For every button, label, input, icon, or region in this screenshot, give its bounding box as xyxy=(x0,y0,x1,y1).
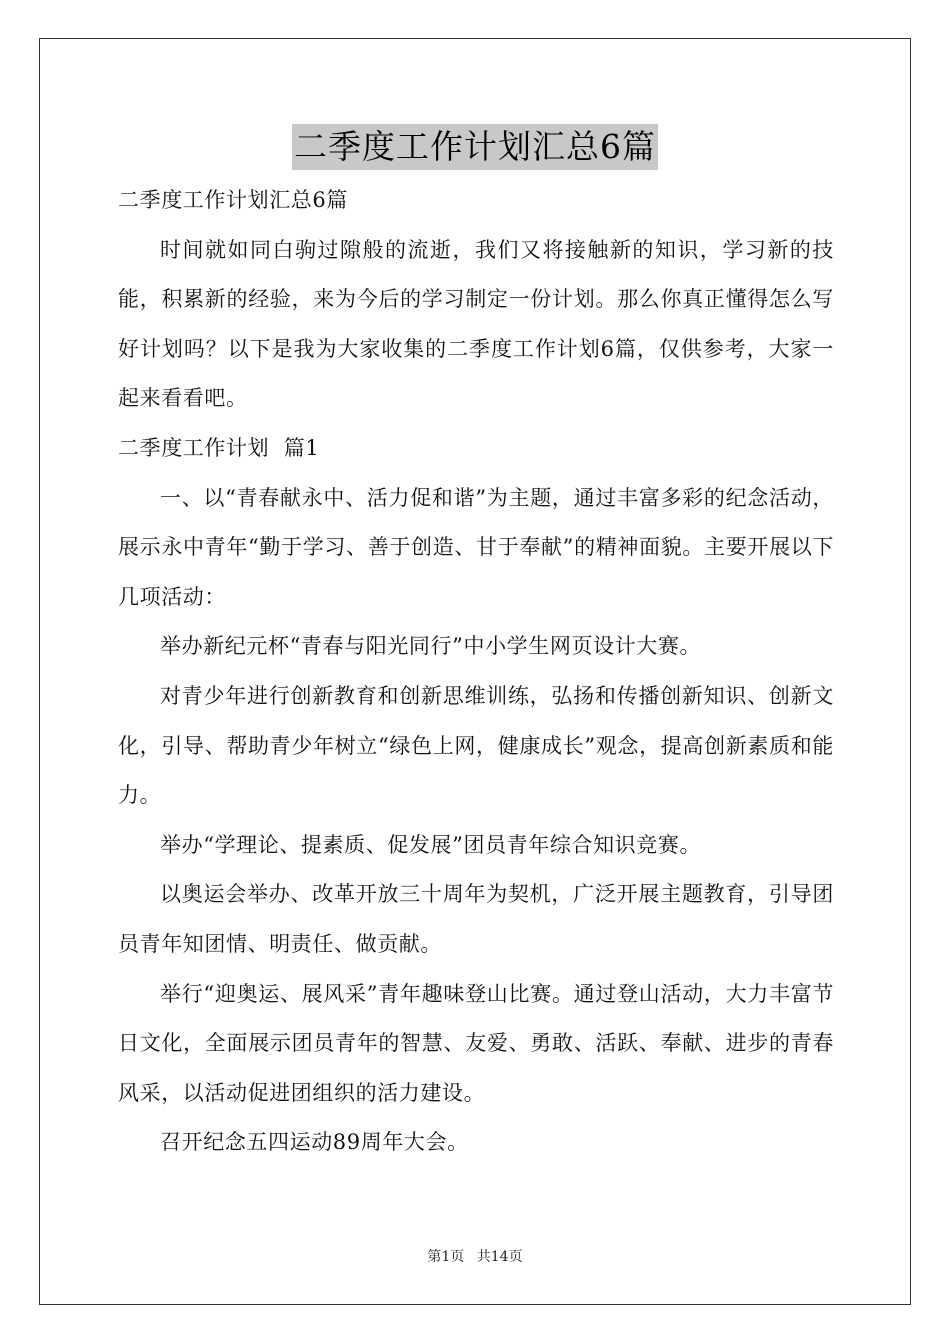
paragraph: 对青少年进行创新教育和创新思维训练，弘扬和传播创新知识、创新文化，引导、帮助青少年树立“绿色上网，健康成长”观念，提高创新素质和能力。 xyxy=(118,683,834,808)
document-title: 二季度工作计划汇总6篇 xyxy=(292,124,658,170)
page-number: 第1页 xyxy=(427,1249,465,1265)
paragraph: 以奥运会举办、改革开放三十周年为契机，广泛开展主题教育，引导团员青年知团情、明责任、做贡献。 xyxy=(118,882,834,956)
paragraph: 举行“迎奥运、展风采”青年趣味登山比赛。通过登山活动，大力丰富节日文化，全面展示团员青年的智慧、友爱、勇敢、活跃、奉献、进步的青春风采，以活动促进团组织的活力建设。 xyxy=(118,981,834,1105)
page-footer xyxy=(0,1246,950,1266)
paragraph: 举办新纪元杯“青春与阳光同行”中小学生网页设计大赛。 xyxy=(160,634,702,659)
paragraph: 举办“学理论、提素质、促发展”团员青年综合知识竞赛。 xyxy=(160,832,702,857)
paragraph: 二季度工作计划汇总6篇 xyxy=(118,188,348,212)
title-container xyxy=(0,124,950,170)
paragraph: 召开纪念五四运动89周年大会。 xyxy=(160,1130,469,1155)
paragraph: 一、以“青春献永中、活力促和谐”为主题，通过丰富多彩的纪念活动，展示永中青年“勤于学习、善于创造、甘于奉献”的精神面貌。主要开展以下几项活动： xyxy=(118,485,834,609)
page-total: 共14页 xyxy=(476,1249,523,1265)
section-heading: 二季度工作计划 篇1 xyxy=(118,435,320,460)
document-body xyxy=(118,176,834,1168)
paragraph: 时间就如同白驹过隙般的流逝，我们又将接触新的知识，学习新的技能，积累新的经验，来为今后的学习制定一份计划。那么你真正懂得怎么写好计划吗？以下是我为大家收集的二季度工作计划6篇，仅供参考，大家一起来看看吧。 xyxy=(118,237,834,411)
